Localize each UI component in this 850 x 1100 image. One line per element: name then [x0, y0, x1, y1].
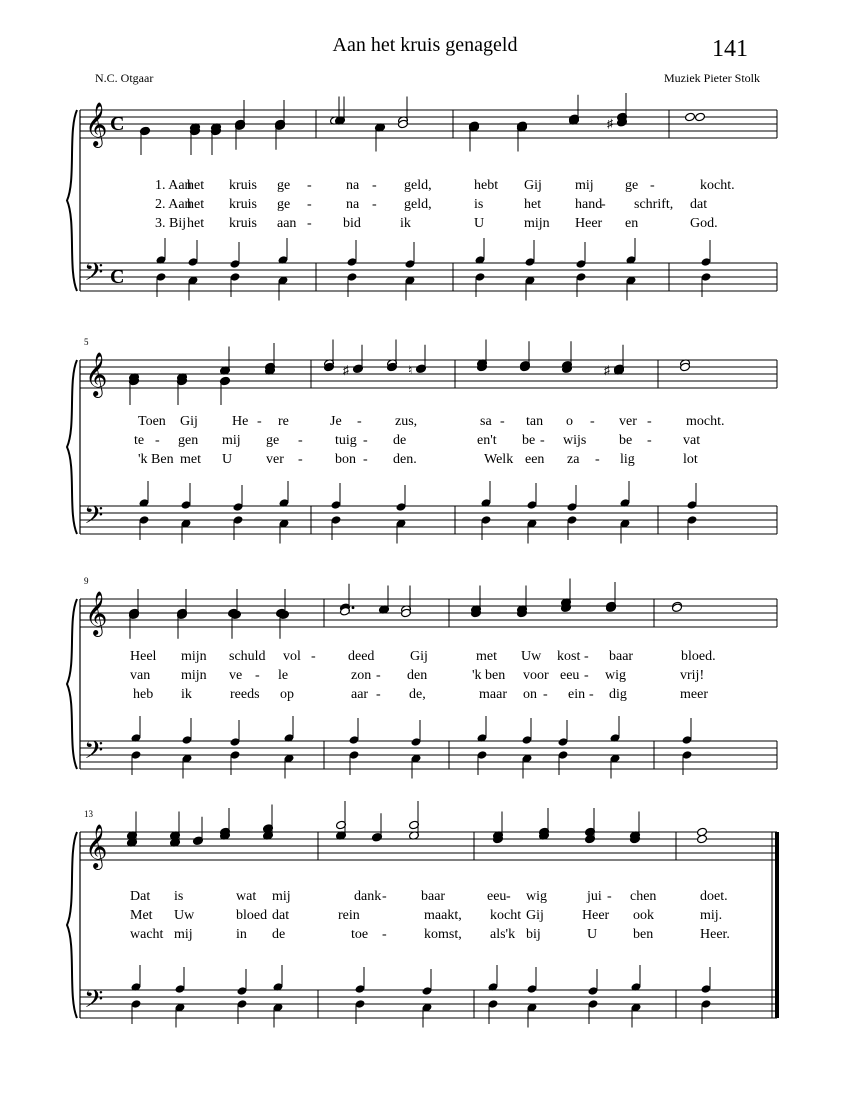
- lyric-syllable: bij: [526, 927, 541, 942]
- lyric-syllable: Gij: [410, 649, 428, 664]
- lyric-syllable: Toen: [138, 414, 166, 429]
- lyric-syllable: mij: [272, 889, 291, 904]
- lyric-syllable: -: [311, 649, 316, 664]
- note-head: [695, 112, 706, 122]
- lyric-syllable: als'k: [490, 927, 516, 942]
- system-2: [67, 337, 777, 544]
- lyric-syllable: schuld: [229, 649, 266, 664]
- lyric-syllable: tuig: [335, 433, 357, 448]
- lyric-syllable: Uw: [174, 908, 195, 923]
- lyric-syllable: Met: [130, 908, 153, 923]
- lyric-syllable: vol: [283, 649, 301, 664]
- lyric-syllable: deed: [348, 649, 375, 664]
- sharp-icon: ♯: [343, 362, 349, 377]
- lyric-syllable: -: [647, 414, 652, 429]
- lyric-syllable: U: [222, 452, 233, 467]
- brace: [67, 599, 77, 769]
- lyric-syllable: den.: [393, 452, 417, 467]
- lyric-syllable: de,: [409, 687, 426, 702]
- lyric-syllable: Gij: [526, 908, 544, 923]
- lyric-syllable: bid: [343, 216, 361, 231]
- lyric-syllable: kocht.: [700, 178, 735, 193]
- lyric-syllable: chen: [630, 889, 657, 904]
- lyric-syllable: -: [372, 178, 377, 193]
- lyric-syllable: -: [647, 433, 652, 448]
- hymn-title: Aan het kruis genageld: [332, 34, 518, 56]
- lyric-syllable: lig: [620, 452, 635, 467]
- lyric-syllable: dank: [354, 889, 382, 904]
- lyric-syllable: meer: [680, 687, 708, 702]
- lyric-syllable: be: [619, 433, 633, 448]
- lyric-syllable: is: [474, 197, 484, 212]
- lyric-syllable: zus,: [395, 414, 418, 429]
- lyric-syllable: wig: [605, 668, 626, 683]
- lyric-syllable: -: [601, 197, 606, 212]
- lyricist-credit: N.C. Otgaar: [95, 71, 154, 85]
- lyric-syllable: kruis: [229, 216, 257, 231]
- lyric-syllable: van: [130, 668, 151, 683]
- lyric-syllable: -: [595, 452, 600, 467]
- lyric-syllable: gen: [178, 433, 199, 448]
- lyric-syllable: bloed: [236, 908, 268, 923]
- brace: [67, 360, 77, 534]
- lyric-syllable: -: [506, 889, 511, 904]
- lyric-syllable: -: [257, 414, 262, 429]
- lyric-syllable: kocht: [490, 908, 522, 923]
- measure-number: 13: [84, 809, 93, 819]
- treble-clef-icon: 𝄞: [85, 352, 108, 396]
- lyric-syllable: Heer.: [700, 927, 730, 942]
- lyric-syllable: reeds: [230, 687, 260, 702]
- lyric-syllable: maar: [479, 687, 507, 702]
- lyric-syllable: heb: [133, 687, 154, 702]
- lyric-syllable: jui: [587, 889, 602, 904]
- treble-clef-icon: 𝄞: [85, 591, 108, 635]
- bass-clef-icon: 𝄢: [84, 501, 104, 536]
- lyric-syllable: en: [625, 216, 639, 231]
- lyric-syllable: geld,: [404, 178, 432, 193]
- lyric-syllable: -: [307, 197, 312, 212]
- sharp-icon: ♯: [604, 362, 610, 377]
- lyric-syllable: 2. Aan: [155, 197, 192, 212]
- lyric-syllable: Gij: [180, 414, 198, 429]
- lyric-syllable: rein: [338, 908, 360, 923]
- lyric-syllable: dat: [272, 908, 290, 923]
- lyric-syllable: het: [187, 197, 205, 212]
- lyric-syllable: -: [650, 178, 655, 193]
- bass-clef-icon: 𝄢: [84, 258, 104, 293]
- lyric-syllable: -: [382, 927, 387, 942]
- lyric-syllable: na: [346, 197, 360, 212]
- lyric-syllable: -: [372, 197, 377, 212]
- lyric-syllable: kruis: [229, 197, 257, 212]
- lyric-syllable: Dat: [130, 889, 151, 904]
- lyric-syllable: kruis: [229, 178, 257, 193]
- lyric-syllable: -: [298, 452, 303, 467]
- lyric-syllable: -: [307, 216, 312, 231]
- lyric-syllable: ben: [633, 927, 654, 942]
- treble-clef-icon: 𝄞: [85, 102, 108, 146]
- lyric-syllable: mij: [174, 927, 193, 942]
- lyric-syllable: -: [307, 178, 312, 193]
- bass-clef-icon: 𝄢: [84, 985, 104, 1020]
- lyric-syllable: -: [255, 668, 260, 683]
- lyric-syllable: na: [346, 178, 360, 193]
- lyric-syllable: vrij!: [680, 668, 705, 683]
- system-1: [67, 93, 777, 301]
- lyric-syllable: doet.: [700, 889, 728, 904]
- lyric-syllable: schrift,: [634, 197, 674, 212]
- lyric-syllable: wig: [526, 889, 547, 904]
- lyric-syllable: zon: [351, 668, 372, 683]
- lyric-syllable: eeu: [560, 668, 580, 683]
- lyric-syllable: op: [280, 687, 294, 702]
- lyric-syllable: mij: [222, 433, 241, 448]
- lyric-syllable: ver: [619, 414, 637, 429]
- lyric-syllable: Uw: [521, 649, 542, 664]
- lyric-syllable: tan: [526, 414, 544, 429]
- lyric-syllable: -: [589, 687, 594, 702]
- lyric-syllable: mijn: [181, 649, 207, 664]
- lyric-syllable: aan: [277, 216, 297, 231]
- lyric-syllable: vat: [683, 433, 701, 448]
- lyric-syllable: wacht: [130, 927, 164, 942]
- lyric-syllable: U: [474, 216, 485, 231]
- lyric-syllable: wijs: [563, 433, 587, 448]
- lyric-syllable: -: [500, 414, 505, 429]
- lyric-syllable: lot: [683, 452, 698, 467]
- lyric-syllable: God.: [690, 216, 718, 231]
- lyric-syllable: -: [543, 687, 548, 702]
- lyric-syllable: -: [590, 414, 595, 429]
- lyric-syllable: -: [540, 433, 545, 448]
- lyric-syllable: -: [357, 414, 362, 429]
- hymn-number: 141: [712, 36, 748, 62]
- lyric-syllable: ook: [633, 908, 654, 923]
- lyric-syllable: -: [363, 433, 368, 448]
- lyric-syllable: ve: [229, 668, 243, 683]
- lyric-syllable: za: [567, 452, 580, 467]
- lyric-syllable: geld,: [404, 197, 432, 212]
- treble-clef-icon: 𝄞: [85, 824, 108, 868]
- lyric-syllable: -: [376, 687, 381, 702]
- lyric-syllable: voor: [523, 668, 549, 683]
- lyric-syllable: aar: [351, 687, 369, 702]
- lyric-syllable: dig: [609, 687, 627, 702]
- system-4: [67, 801, 777, 1028]
- lyric-syllable: -: [584, 668, 589, 683]
- lyric-syllable: be: [522, 433, 536, 448]
- lyric-syllable: -: [376, 668, 381, 683]
- brace: [67, 832, 77, 1018]
- lyric-syllable: -: [155, 433, 160, 448]
- lyric-syllable: Gij: [524, 178, 542, 193]
- lyric-syllable: is: [174, 889, 184, 904]
- lyric-syllable: o: [566, 414, 573, 429]
- lyric-syllable: het: [524, 197, 542, 212]
- lyric-syllable: -: [607, 889, 612, 904]
- lyric-syllable: en't: [477, 433, 497, 448]
- lyric-syllable: bloed.: [681, 649, 716, 664]
- time-signature: C: [110, 113, 125, 135]
- lyric-syllable: het: [187, 178, 205, 193]
- brace: [67, 110, 77, 291]
- natural-icon: ♮: [408, 362, 413, 377]
- lyric-syllable: le: [278, 668, 289, 683]
- lyric-syllable: -: [584, 649, 589, 664]
- lyric-syllable: dat: [690, 197, 708, 212]
- lyric-syllable: 'k ben: [472, 668, 506, 683]
- dot: [352, 606, 355, 609]
- lyric-syllable: 1. Aan: [155, 178, 192, 193]
- lyric-syllable: in: [236, 927, 247, 942]
- lyric-syllable: ge: [277, 197, 291, 212]
- lyric-syllable: komst,: [424, 927, 462, 942]
- lyric-syllable: ge: [625, 178, 639, 193]
- lyric-syllable: ein: [568, 687, 586, 702]
- lyric-syllable: -: [382, 889, 387, 904]
- lyric-syllable: met: [180, 452, 201, 467]
- lyric-syllable: on: [523, 687, 537, 702]
- lyric-syllable: toe: [351, 927, 369, 942]
- lyric-syllable: -: [298, 433, 303, 448]
- lyric-syllable: bon: [335, 452, 356, 467]
- lyric-syllable: Heel: [130, 649, 157, 664]
- lyric-syllable: He: [232, 414, 249, 429]
- lyric-syllable: 'k Ben: [138, 452, 174, 467]
- measure-number: 9: [84, 576, 89, 586]
- lyric-syllable: baar: [609, 649, 634, 664]
- lyric-syllable: Heer: [582, 908, 610, 923]
- lyric-syllable: Welk: [484, 452, 514, 467]
- sharp-icon: ♯: [607, 116, 613, 131]
- composer-credit: Muziek Pieter Stolk: [664, 71, 760, 85]
- lyric-syllable: baar: [421, 889, 446, 904]
- lyric-syllable: re: [278, 414, 289, 429]
- lyric-syllable: mijn: [181, 668, 207, 683]
- lyric-syllable: -: [363, 452, 368, 467]
- lyric-syllable: ik: [400, 216, 411, 231]
- lyric-syllable: de: [393, 433, 407, 448]
- lyric-syllable: sa: [480, 414, 492, 429]
- lyric-syllable: hebt: [474, 178, 499, 193]
- lyric-syllable: ik: [181, 687, 192, 702]
- lyric-syllable: ver: [266, 452, 284, 467]
- lyric-syllable: een: [525, 452, 545, 467]
- note-head: [697, 834, 708, 844]
- lyric-syllable: mij: [575, 178, 594, 193]
- time-signature: C: [110, 266, 125, 288]
- lyric-syllable: wat: [236, 889, 257, 904]
- lyric-syllable: ge: [266, 433, 280, 448]
- lyric-syllable: het: [187, 216, 205, 231]
- bass-clef-icon: 𝄢: [84, 736, 104, 771]
- measure-number: 5: [84, 337, 89, 347]
- lyric-syllable: eeu: [487, 889, 507, 904]
- lyric-syllable: den: [407, 668, 428, 683]
- lyric-syllable: mocht.: [686, 414, 725, 429]
- lyric-syllable: mijn: [524, 216, 550, 231]
- lyric-syllable: mij.: [700, 908, 723, 923]
- lyric-syllable: Je: [330, 414, 342, 429]
- lyric-syllable: de: [272, 927, 286, 942]
- lyric-syllable: 3. Bij: [155, 216, 187, 231]
- lyric-syllable: kost: [557, 649, 581, 664]
- lyric-syllable: met: [476, 649, 497, 664]
- system-3: [67, 576, 777, 779]
- lyric-syllable: maakt,: [424, 908, 462, 923]
- note-head: [685, 112, 696, 122]
- lyric-syllable: te: [134, 433, 145, 448]
- lyric-syllable: U: [587, 927, 598, 942]
- lyric-syllable: hand: [575, 197, 603, 212]
- lyric-syllable: ge: [277, 178, 291, 193]
- lyric-syllable: Heer: [575, 216, 603, 231]
